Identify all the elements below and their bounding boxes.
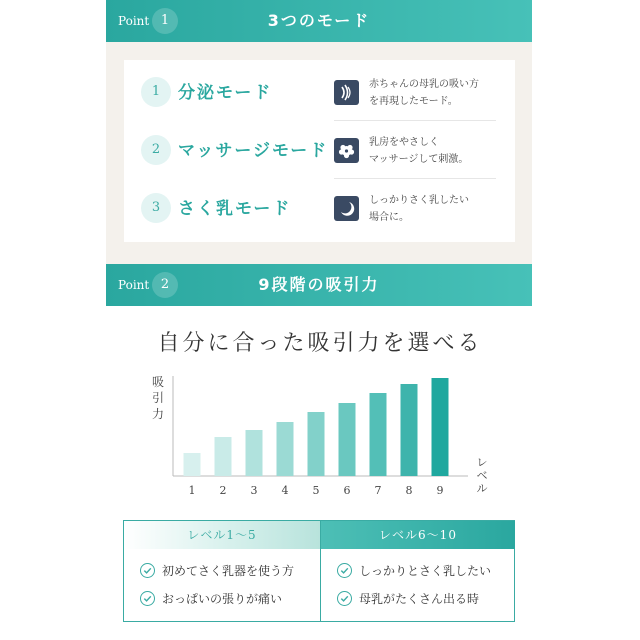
- mode-desc-line: 乳房をやさしく: [369, 137, 439, 148]
- chart-bar-level-4: [277, 422, 294, 476]
- mode-desc-line: しっかりさく乳したい: [369, 195, 469, 206]
- check-icon: [140, 563, 155, 578]
- check-icon: [337, 591, 352, 606]
- check-icon: [140, 591, 155, 606]
- chart-x-label-char: ベ: [476, 469, 488, 482]
- chart-bar-level-3: [246, 430, 263, 476]
- point-number: 2: [152, 272, 178, 298]
- chart-bar-level-7: [370, 393, 387, 476]
- point-1-title: 3つのモード: [267, 11, 371, 30]
- point-label: Point: [118, 278, 150, 292]
- mode-number: 1: [141, 77, 171, 107]
- list-item: [140, 561, 294, 581]
- chart-y-label-char: 力: [151, 407, 165, 421]
- crescent-icon: [334, 196, 359, 221]
- point-label: Point: [118, 14, 150, 28]
- mode-row-massage: [124, 120, 515, 178]
- list-item-text: おっぱいの張りが痛い: [162, 592, 283, 606]
- column-header: レベル1～5: [124, 521, 320, 549]
- list-item-text: しっかりとさく乳したい: [359, 564, 492, 578]
- mode-number: 2: [141, 135, 171, 165]
- modes-card: [124, 60, 515, 242]
- flower-icon: [334, 138, 359, 163]
- suction-level-chart: [140, 368, 500, 502]
- list-item: [337, 561, 491, 581]
- list-item-text: 母乳がたくさん出る時: [359, 592, 480, 606]
- chart-tick-label: 4: [281, 484, 289, 497]
- chart-tick-label: 5: [312, 484, 320, 497]
- mode-row-secretion: [124, 62, 515, 120]
- list-item-text: 初めてさく乳器を使う方: [162, 564, 295, 578]
- chart-y-label-char: 引: [151, 391, 165, 405]
- column-header: レベル6～10: [321, 521, 515, 549]
- mode-description: [369, 192, 509, 226]
- chart-x-label: [477, 456, 488, 495]
- chart-tick-label: 8: [405, 484, 413, 497]
- mode-row-pumping: [124, 178, 515, 236]
- level-comparison-table: [123, 520, 515, 622]
- point-1-banner: [106, 0, 532, 42]
- chart-bar-level-8: [401, 384, 418, 476]
- mode-description: [369, 76, 509, 110]
- chart-bar-level-1: [184, 453, 201, 476]
- headline: 自分に合った吸引力を選べる: [157, 331, 483, 356]
- mode-desc-line: 赤ちゃんの母乳の吸い方: [369, 79, 479, 90]
- chart-bar-level-6: [339, 403, 356, 476]
- chart-x-label-char: レ: [476, 456, 488, 469]
- level-6-10-column: [320, 521, 515, 621]
- point-2-title: 9段階の吸引力: [258, 275, 380, 294]
- chart-tick-label: 9: [436, 484, 444, 497]
- mode-desc-line: 場合に。: [369, 212, 409, 223]
- level-1-5-column: [124, 521, 320, 621]
- mode-name: さく乳モード: [178, 199, 292, 219]
- chart-y-label: [152, 375, 164, 421]
- mode-description: [369, 134, 509, 168]
- list-item: [337, 589, 479, 609]
- check-icon: [337, 563, 352, 578]
- chart-tick-label: 7: [374, 484, 382, 497]
- wave-pump-icon: [334, 80, 359, 105]
- mode-desc-line: を再現したモード。: [369, 96, 458, 107]
- point-2-banner: [106, 264, 532, 306]
- chart-tick-label: 6: [343, 484, 351, 497]
- chart-tick-label: 1: [188, 484, 196, 497]
- mode-name: マッサージモード: [178, 141, 329, 161]
- list-item: [140, 589, 282, 609]
- chart-tick-label: 3: [250, 484, 258, 497]
- chart-bar-level-5: [308, 412, 325, 476]
- chart-bar-level-2: [215, 437, 232, 476]
- chart-y-label-char: 吸: [151, 375, 165, 389]
- chart-tick-label: 2: [219, 484, 227, 497]
- chart-x-label-char: ル: [476, 482, 488, 495]
- mode-name: 分泌モード: [178, 83, 273, 103]
- chart-bar-level-9: [432, 378, 449, 476]
- mode-number: 3: [141, 193, 171, 223]
- mode-desc-line: マッサージして刺激。: [369, 154, 469, 165]
- point-number: 1: [152, 8, 178, 34]
